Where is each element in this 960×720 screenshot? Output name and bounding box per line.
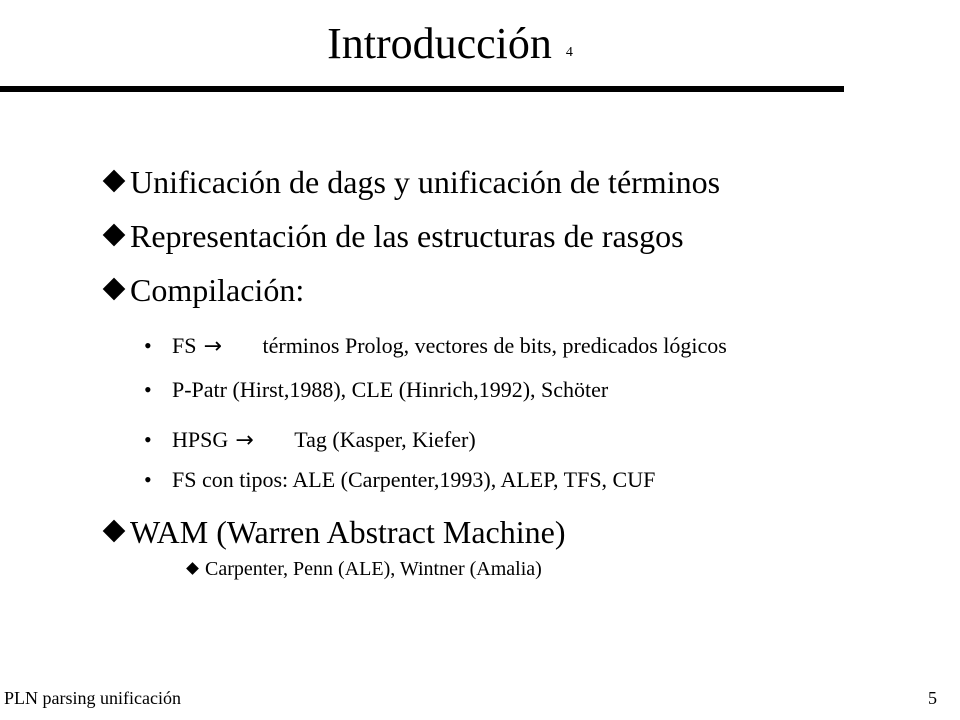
sub-bullet-text-right: términos Prolog, vectores de bits, predicados lógicos — [262, 333, 727, 358]
bullet-item — [102, 512, 565, 552]
diamond-bullet-icon — [103, 520, 126, 543]
sub-bullet-text: FS con tipos: ALE (Carpenter,1993), ALEP, TFS, CUF — [172, 467, 656, 492]
sub-sub-bullet-item — [188, 556, 542, 582]
diamond-bullet-icon — [103, 170, 126, 193]
sub-bullet-item — [144, 426, 476, 455]
sub-bullet-item — [144, 376, 608, 404]
dot-bullet-icon: • — [144, 333, 152, 358]
sub-bullet-text: P-Patr (Hirst,1988), CLE (Hinrich,1992), Schöter — [172, 377, 609, 402]
sub-bullet-item — [144, 332, 727, 361]
dot-bullet-icon: • — [144, 377, 152, 402]
footer-page-number: 5 — [928, 688, 937, 708]
diamond-bullet-icon — [103, 278, 126, 301]
title-divider — [0, 86, 844, 92]
bullet-text: WAM (Warren Abstract Machine) — [130, 514, 566, 550]
sub-bullet-item — [144, 466, 655, 494]
sub-sub-bullet-text: Carpenter, Penn (ALE), Wintner (Amalia) — [205, 558, 542, 580]
bullet-text: Representación de las estructuras de rasgos — [130, 218, 684, 254]
slide-title-text: Introducción — [327, 19, 552, 68]
sub-bullet-text-left: HPSG — [172, 427, 229, 452]
right-arrow-icon: → — [196, 334, 222, 359]
footer-course-label: PLN parsing unificación — [4, 688, 181, 708]
sub-bullet-text-right: Tag (Kasper, Kiefer) — [294, 427, 476, 452]
diamond-bullet-icon — [103, 224, 126, 247]
bullet-item — [102, 270, 304, 310]
bullet-item — [102, 216, 684, 256]
right-arrow-icon: → — [228, 428, 254, 453]
bullet-text: Compilación: — [130, 272, 305, 308]
diamond-bullet-icon — [186, 562, 199, 575]
bullet-item — [102, 162, 720, 202]
slide-title-number: 4 — [565, 45, 573, 60]
dot-bullet-icon: • — [144, 427, 152, 452]
slide-title — [0, 18, 900, 79]
bullet-text: Unificación de dags y unificación de términos — [130, 164, 721, 200]
dot-bullet-icon: • — [144, 467, 152, 492]
sub-bullet-text-left: FS — [172, 333, 197, 358]
